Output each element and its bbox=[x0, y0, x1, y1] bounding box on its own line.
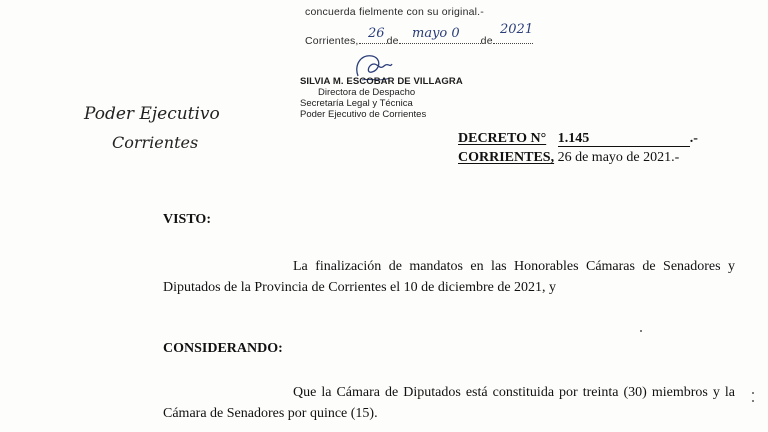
decree-suffix: .- bbox=[689, 131, 698, 146]
official-block bbox=[300, 76, 463, 120]
visto-paragraph: La finalización de mandatos en las Honorables Cámaras de Senadores y Diputados de la Provincia de Corrientes el 10 de diciembre de 2021, y bbox=[163, 259, 735, 295]
scan-speck bbox=[640, 330, 642, 332]
scan-speck bbox=[752, 392, 754, 394]
decree-number-line bbox=[458, 131, 698, 147]
certification-city: Corrientes, bbox=[305, 35, 359, 47]
visto-heading: VISTO: bbox=[163, 212, 211, 227]
handwritten-month: mayo 0 bbox=[412, 26, 460, 41]
certification-line: concuerda fielmente con su original.- bbox=[305, 6, 484, 18]
handwritten-year: 2021 bbox=[500, 22, 534, 37]
certification-de-2: de bbox=[480, 35, 493, 47]
certification-de-1: de bbox=[386, 35, 399, 47]
decree-date: 26 de mayo de 2021.- bbox=[557, 150, 680, 165]
month-blank bbox=[399, 43, 481, 44]
considerando-paragraph: Que la Cámara de Diputados está constituida por treinta (30) miembros y la Cámara de Senadores por quince (15). bbox=[163, 385, 735, 421]
year-blank bbox=[493, 43, 533, 44]
official-title-2: Secretaría Legal y Técnica bbox=[300, 98, 413, 109]
official-title-1: Directora de Despacho bbox=[318, 87, 416, 98]
considerando-heading: CONSIDERANDO: bbox=[163, 341, 283, 356]
letterhead-line-2: Corrientes bbox=[112, 133, 199, 152]
handwritten-day: 26 bbox=[368, 26, 385, 41]
decree-number: 1.145 bbox=[558, 132, 690, 147]
decree-city: CORRIENTES, bbox=[458, 150, 555, 165]
scan-speck bbox=[752, 400, 754, 402]
official-name: SILVIA M. ESCOBAR DE VILLAGRA bbox=[300, 76, 463, 87]
decree-label: DECRETO N° bbox=[458, 131, 547, 146]
official-title-3: Poder Ejecutivo de Corrientes bbox=[300, 109, 427, 120]
letterhead-line-1: Poder Ejecutivo bbox=[84, 104, 220, 124]
day-blank bbox=[359, 43, 387, 44]
decree-date-line bbox=[458, 150, 679, 166]
